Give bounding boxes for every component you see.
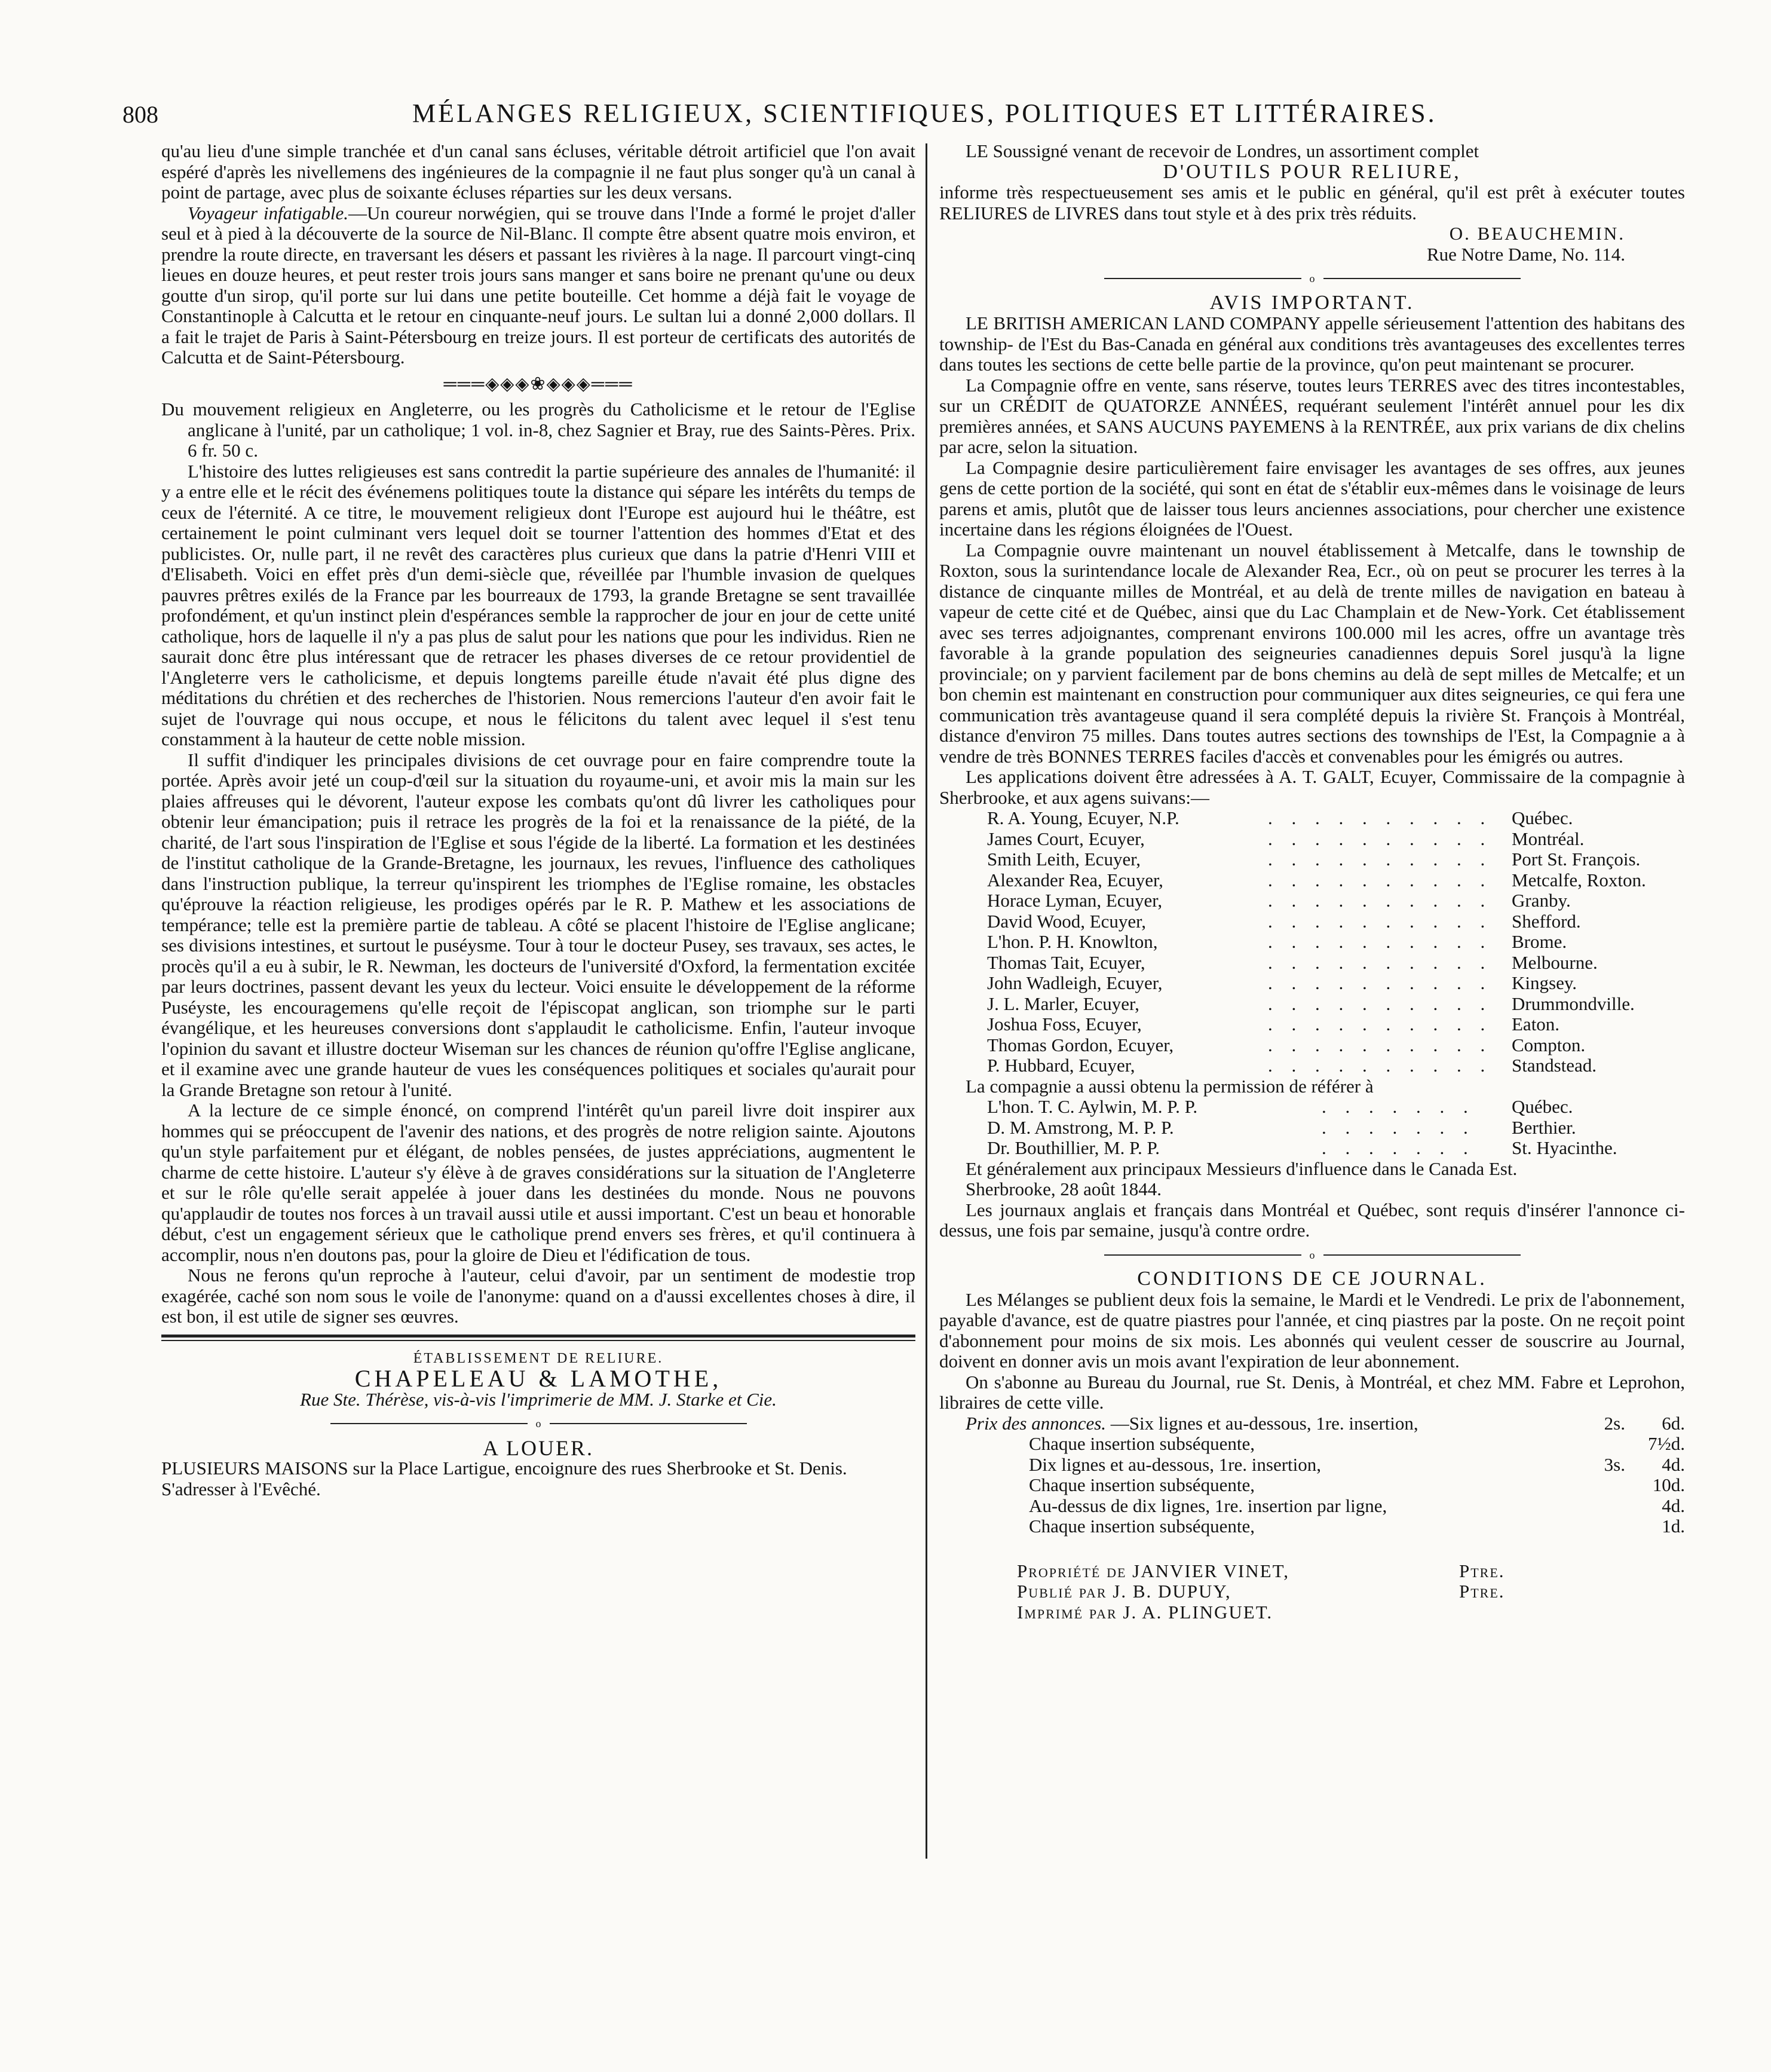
agent-place: Port St. François. (1512, 849, 1641, 870)
small-divider: o (161, 1413, 915, 1434)
price-pence: 10d. (1652, 1474, 1685, 1495)
agent-row: Alexander Rea, Ecuyer, . . . . . . . . . . Metcalfe, Roxton. (939, 870, 1685, 891)
agent-row: Thomas Gordon, Ecuyer, . . . . . . . . . . Compton. (939, 1035, 1685, 1056)
price-pence: 4d. (1662, 1495, 1685, 1516)
tools-heading: D'OUTILS POUR RELIURE, (1163, 160, 1461, 183)
reference-place: St. Hyacinthe. (1512, 1137, 1617, 1158)
agent-row: James Court, Ecuyer, . . . . . . . . . . Montréal. (939, 829, 1685, 850)
imprint-row (939, 1561, 1685, 1582)
price-pence: 1d. (1662, 1516, 1685, 1537)
price-label: Dix lignes et au-dessous, 1re. insertion, (1029, 1453, 1322, 1475)
price-shillings (1571, 1516, 1625, 1537)
price-row (939, 1434, 1685, 1455)
right-column (939, 141, 1685, 1623)
article-continuation: qu'au lieu d'une simple tranchée et d'un canal sans écluses, véritable détroit artificiel que l'on avait espéré d'après les nivellemens des ingénieures de la compagnie il ne faut plus songer qu'à un canal à point de partage, avec plus de soixante écluses réparties sur les deux versans. (161, 140, 915, 203)
review-paragraph-4: Nous ne ferons qu'un reproche à l'auteur, celui d'avoir, par un sentiment de modestie trop exagérée, caché son nom sous le voile de l'anonyme: quand on a d'aussi excellentes choses à dire, il est bon, il est utile de signer ses œuvres. (161, 1265, 915, 1327)
article-voyageur-title: Voyageur infatigable. (188, 202, 348, 224)
agent-name: David Wood, Ecuyer, (987, 910, 1147, 932)
bindery-address: Rue Ste. Thérèse, vis-à-vis l'imprimerie de MM. J. Starke et Cie. (300, 1388, 777, 1410)
notice-paragraph-6: Et généralement aux principaux Messieurs d'influence dans le Canada Est. (966, 1158, 1518, 1179)
agent-row: L'hon. P. H. Knowlton, . . . . . . . . . . Brome. (939, 932, 1685, 953)
imprint-title: Ptre. (1459, 1560, 1505, 1581)
price-label: —Six lignes et au-dessous, 1re. insertion, (1110, 1412, 1418, 1434)
agent-place: Eaton. (1512, 1014, 1560, 1035)
agent-row: Thomas Tait, Ecuyer, . . . . . . . . . . Melbourne. (939, 953, 1685, 974)
price-shillings: 3s. (1604, 1453, 1625, 1475)
agent-name: Alexander Rea, Ecuyer, (987, 869, 1163, 890)
agent-name: John Wadleigh, Ecuyer, (987, 972, 1163, 993)
rent-contact: S'adresser à l'Evêché. (161, 1478, 321, 1499)
imprint-credit: Imprimé par J. A. PLINGUET. (1017, 1601, 1273, 1623)
agent-row: John Wadleigh, Ecuyer, . . . . . . . . . . Kingsey. (939, 973, 1685, 994)
left-column (161, 141, 915, 1499)
imprint (939, 1561, 1685, 1623)
prices-label: Prix des annonces. (966, 1412, 1107, 1434)
notice-heading: AVIS IMPORTANT. (1209, 291, 1415, 314)
agent-row: P. Hubbard, Ecuyer, . . . . . . . . . . Standstead. (939, 1055, 1685, 1076)
price-label: Chaque insertion subséquente, (1029, 1474, 1255, 1495)
agent-place: Drummondville. (1512, 993, 1635, 1014)
imprint-row (939, 1602, 1685, 1623)
review-title: Du mouvement religieux en Angleterre, ou les progrès du Catholicisme et le retour de l'Eglise anglicane à l'unité, par un catholique; 1 vol. in-8, chez Sagnier et Bray, rue des Saints-Pères. Prix. 6 fr. 50 c. (161, 399, 915, 461)
tools-signature: O. BEAUCHEMIN. (1449, 223, 1625, 244)
agent-place: Granby. (1512, 890, 1571, 911)
agent-name: Joshua Foss, Ecuyer, (987, 1014, 1142, 1035)
reference-row: D. M. Amstrong, M. P. P. . . . . . . . Berthier. (939, 1118, 1685, 1138)
reference-name: D. M. Amstrong, M. P. P. (987, 1116, 1174, 1138)
price-label: Au-dessus de dix lignes, 1re. insertion par ligne, (1029, 1495, 1387, 1516)
article-voyageur (161, 203, 915, 368)
agent-place: Kingsey. (1512, 972, 1577, 993)
notice-paragraph-2: La Compagnie offre en vente, sans réserve, toutes leurs TERRES avec des titres incontestables, sur un CRÉDIT de QUATORZE ANNÉES, requérant seulement l'intérêt annuel pour les dix premières années, et SANS AUCUNS PAYEMENS à la RENTRÉE, aux prix varians de dix chelins par acre, selon la situation. (939, 374, 1685, 457)
ad-prices (939, 1413, 1685, 1537)
reference-row: Dr. Bouthillier, M. P. P. . . . . . . . St. Hyacinthe. (939, 1138, 1685, 1159)
agent-name: J. L. Marler, Ecuyer, (987, 993, 1139, 1014)
agent-place: Metcalfe, Roxton. (1512, 869, 1646, 890)
section-rule (161, 1335, 915, 1341)
agent-name: Smith Leith, Ecuyer, (987, 849, 1141, 870)
agent-place: Brome. (1512, 931, 1567, 952)
page-number: 808 (122, 101, 158, 128)
reference-row: L'hon. T. C. Aylwin, M. P. P. . . . . . . . Québec. (939, 1097, 1685, 1118)
conditions-paragraph-1: Les Mélanges se publient deux fois la semaine, le Mardi et le Vendredi. Le prix de l'abonnement, payable d'avance, est de quatre piastres pour l'année, et cinq piastres par la poste. On ne reçoit point d'abonnement pour moins de six mois. Les abonnés qui veulent cesser de souscrire au Journal, doivent en donner avis un mois avant l'expiration de leur abonnement. (939, 1289, 1685, 1372)
small-divider: o (939, 1245, 1685, 1266)
review-paragraph-2: Il suffit d'indiquer les principales divisions de cet ouvrage pour en faire comprendre toute la portée. Après avoir jeté un coup-d'œil sur la situation du royaume-uni, et avoir mis la main sur les plaies affreuses qui le dévorent, l'auteur expose les combats qu'ont dû livrer les catholiques pour obtenir leur émancipation; puis il retrace les progrès de la foi et la renaissance de la piété, de la charité, de l'art sous l'inspiration de l'Eglise et sous l'égide de la liberté. La formation et les destinées de l'institut catholique de la Grande-Bretagne, les journaux, les revues, l'influence des catholiques dans l'instruction publique, la terreur qu'inspirent les triomphes de l'Eglise romaine, les obstacles qu'éprouve la réaction religieuse, les prodiges opérés par le R. P. Mathew et les associations de tempérance; telle est la première partie de tableau. A côté se placent l'histoire de l'Eglise anglicane; ses divisions intestines, et surtout le puséysme. Tour à tour le docteur Pusey, ses travaux, ses actes, le procès qu'il a eu à subir, le R. Newman, les docteurs de l'université d'Oxford, la fermentation excitée par leurs doctrines, passent devant les yeux du lecteur. Voici ensuite le développement de la réforme Puséyste, les encouragemens qu'elle reçoit de l'épiscopat anglican, son triomphe sur le parti évangélique, et les heureuses conversions dont s'applaudit le catholicisme. Enfin, l'auteur invoque l'opinion du savant et illustre docteur Wiseman sur les chances de réunion qu'offre l'Eglise anglicane, et il examine avec une grande hauteur de vues les conséquences politiques et sociales qu'aurait pour la Grande Bretagne son retour à l'unité. (161, 749, 915, 1100)
agent-place: Shefford. (1512, 910, 1581, 932)
price-shillings (1571, 1475, 1625, 1496)
reference-place: Québec. (1512, 1096, 1573, 1117)
agent-name: L'hon. P. H. Knowlton, (987, 931, 1158, 952)
rent-heading: A LOUER. (483, 1436, 594, 1460)
price-shillings (1571, 1496, 1625, 1517)
reference-place: Berthier. (1512, 1116, 1576, 1138)
price-row (939, 1516, 1685, 1537)
notice-date: Sherbrooke, 28 août 1844. (966, 1179, 1162, 1199)
notice-paragraph-3: La Compagnie desire particulièrement faire envisager les avantages de ses offres, aux jeunes gens de cette portion de la société, qui sont en état de s'établir eux-mêmes dans le voisinage de leurs parens et amis, plutôt que de laisser tous leurs anciennes associations, pour chercher une existence incertaine dans les régions éloignées de l'Ouest. (939, 457, 1685, 540)
agent-name: James Court, Ecuyer, (987, 828, 1145, 849)
tools-body: informe très respectueusement ses amis et le public en général, qu'il est prêt à exécuter toutes RELIURES de LIVRES dans tout style et à des prix très réduits. (939, 182, 1685, 224)
imprint-credit: Propriété de JANVIER VINET, (1017, 1560, 1289, 1581)
bindery-heading: ÉTABLISSEMENT DE RELIURE. (413, 1350, 664, 1366)
agent-name: R. A. Young, Ecuyer, N.P. (987, 807, 1179, 828)
agent-place: Melbourne. (1512, 951, 1598, 973)
agent-name: Horace Lyman, Ecuyer, (987, 890, 1163, 911)
reference-name: L'hon. T. C. Aylwin, M. P. P. (987, 1096, 1198, 1117)
tools-intro: LE Soussigné venant de recevoir de Londres, un assortiment complet (966, 140, 1479, 161)
price-pence: 4d. (1662, 1453, 1685, 1475)
price-shillings (1571, 1434, 1625, 1455)
price-label: Chaque insertion subséquente, (1029, 1433, 1255, 1454)
price-pence: 6d. (1662, 1412, 1685, 1434)
agent-row: Smith Leith, Ecuyer, . . . . . . . . . . Port St. François. (939, 849, 1685, 870)
small-divider: o (939, 268, 1685, 289)
column-divider (926, 143, 927, 1859)
tools-address: Rue Notre Dame, No. 114. (1426, 243, 1625, 265)
review-paragraph-3: A la lecture de ce simple énoncé, on comprend l'intérêt qu'un pareil livre doit inspirer aux hommes qui se préoccupent de l'avenir des nations, et des progrès de notre religion sainte. Ajoutons qu'un style parfaitement pur et élégant, de nobles pensées, de justes appréciations, augmentent le charme de cette histoire. L'auteur s'y élève à de graves considérations sur la situation de l'Angleterre et sur le rôle qu'elle serait appelée à jouer dans les destinées du monde. Nous ne pouvons qu'applaudir de toutes nos forces à un travail aussi utile et aussi important. C'est un beau et honorable début, c'est un engagement sérieux que le catholique prend envers ses frères, et qu'il continuera à accomplir, nous n'en doutons pas, pour la gloire de Dieu et l'édification de tous. (161, 1100, 915, 1265)
agent-row: Horace Lyman, Ecuyer, . . . . . . . . . . Granby. (939, 890, 1685, 911)
agent-row: J. L. Marler, Ecuyer, . . . . . . . . . . Drummondville. (939, 994, 1685, 1015)
running-title: MÉLANGES RELIGIEUX, SCIENTIFIQUES, POLITIQUES ET LITTÉRAIRES. (412, 99, 1437, 128)
review-paragraph-1: L'histoire des luttes religieuses est sans contredit la partie supérieure des annales de l'humanité: il y a entre elle et le récit des événemens politiques toute la distance qui sépare les intérêts du temps de ceux de l'éternité. A ce titre, le mouvement religieux dont l'Europe est aujourd hui le théâtre, est certainement le point culminant vers lequel doit se tourner l'attention des hommes d'Etat et des publicistes. Or, nulle part, il ne revêt des caractères plus curieux que dans la patrie d'Henri VIII et d'Elisabeth. Voici en effet près d'un demi-siècle que, réveillée par l'humble invasion de quelques pauvres prêtres exilés de la France par les bourreaux de 1793, la grande Bretagne se sent travaillée profondément, et qu'un instinct plein d'espérances semble la rapprocher de jour en jour de cette unité catholique, hors de laquelle il n'y a pas plus de salut pour les nations que pour les individus. Rien ne saurait donc être plus intéressant que de retracer les phases diverses de ce retour providentiel de l'Angleterre vers le catholicisme, et depuis longtems pareille étude n'avait été plus digne des méditations du chrétien et des recherches de l'historien. Nous remercions l'auteur d'en avoir fait le sujet de l'ouvrage qui nous occupe, et nous le félicitons du talent avec lequel il s'est tenu constamment à la hauteur de cette noble mission. (161, 460, 915, 749)
agent-place: Montréal. (1512, 828, 1585, 849)
ornament-divider: ═══◈◈◈❀◈◈◈═══ (443, 374, 633, 394)
imprint-credit: Publié par J. B. DUPUY, (1017, 1581, 1231, 1602)
refer-intro: La compagnie a aussi obtenu la permission de référer à (966, 1075, 1374, 1097)
price-label: Chaque insertion subséquente, (1029, 1516, 1255, 1537)
price-row (939, 1413, 1685, 1434)
agent-place: Compton. (1512, 1034, 1586, 1055)
agent-name: P. Hubbard, Ecuyer, (987, 1055, 1135, 1076)
rent-notice: PLUSIEURS MAISONS sur la Place Lartigue, encoignure des rues Sherbrooke et St. Denis. (161, 1458, 847, 1479)
notice-paragraph-5: Les applications doivent être adressées à A. T. GALT, Ecuyer, Commissaire de la compagnie à Sherbrooke, et aux agens suivans:— (939, 766, 1685, 808)
price-row (939, 1455, 1685, 1476)
references-list (939, 1097, 1685, 1159)
conditions-heading: CONDITIONS DE CE JOURNAL. (1137, 1268, 1487, 1290)
price-row (939, 1496, 1685, 1517)
agent-name: Thomas Tait, Ecuyer, (987, 951, 1145, 973)
agent-row: David Wood, Ecuyer, . . . . . . . . . . Shefford. (939, 911, 1685, 932)
price-row (939, 1475, 1685, 1496)
price-shillings: 2s. (1604, 1412, 1625, 1434)
price-pence: 7½d. (1648, 1433, 1685, 1454)
agent-row: Joshua Foss, Ecuyer, . . . . . . . . . . Eaton. (939, 1014, 1685, 1035)
agent-place: Québec. (1512, 807, 1573, 828)
conditions-paragraph-2: On s'abonne au Bureau du Journal, rue St. Denis, à Montréal, et chez MM. Fabre et Leprohon, libraires de cette ville. (939, 1371, 1685, 1413)
notice-paragraph-4: La Compagnie ouvre maintenant un nouvel établissement à Metcalfe, dans le township de Roxton, sous la surintendance locale de Alexander Rea, Ecr., où on peut se procurer les terres à la distance de cinquante milles de Montréal, et au delà de trente milles de navigation en bateau à vapeur de cette cité et de Québec, ainsi que du Lac Champlain et de New-York. Cet établissement avec ses terres adjoignantes, comprenant environs 100.000 mil les acres, offre un avantage très favorable à la grande population des seigneuries canadiennes depuis Sorel jusqu'à la ligne provinciale; on y parvient facilement par de bons chemins au delà de sept milles de Metcalfe; et un bon chemin est maintenant en construction pour communiquer aux dites seigneuries, ce qui fera une communication très avantageuse quand il sera complété depuis la rivière St. François à Montréal, distance d'environ 75 milles. Dans toutes autres sections des townships de l'Est, la Compagnie a à vendre de très BONNES TERRES faciles d'accès et convenables pour les émigrés ou autres. (939, 539, 1685, 767)
article-voyageur-body: —Un coureur norwégien, qui se trouve dans l'Inde a formé le projet d'aller seul et à pied à la découverte de la source de Nil-Blanc. Il compte être absent quatre mois environ, et prendre la route directe, en traversant les désers et passant les rivières à la nage. Il parcourt vingt-cinq lieues en douze heures, et peut rester trois jours sans manger et sans boire ne prenant qu'une ou deux goutte d'un sirop, qu'il porte sur lui dans une petite bouteille. Cet homme a déjà fait le voyage de Constantinople à Calcutta et le retour en cinquante-neuf jours. Le sultan lui a donné 2,000 dollars. Il a fait le trajet de Paris à Saint-Pétersbourg en treize jours. Il est porteur de certificats des autorités de Calcutta et de Saint-Pétersbourg. (161, 202, 915, 368)
notice-paragraph-7: Les journaux anglais et français dans Montréal et Québec, sont requis d'insérer l'annonce ci-dessus, une fois par semaine, jusqu'à contre ordre. (939, 1199, 1685, 1241)
reference-name: Dr. Bouthillier, M. P. P. (987, 1137, 1160, 1158)
bindery-name: CHAPELEAU & LAMOTHE, (354, 1365, 722, 1392)
imprint-title: Ptre. (1459, 1581, 1505, 1602)
agent-row: R. A. Young, Ecuyer, N.P. . . . . . . . . . . Québec. (939, 808, 1685, 829)
notice-paragraph-1: LE BRITISH AMERICAN LAND COMPANY appelle sérieusement l'attention des habitans des township- de l'Est du Bas-Canada en général aux conditions très avantageuses des excellentes terres dans toutes les sections de cette belle partie de la province, qu'on peut maintenant se procurer. (939, 313, 1685, 375)
imprint-row (939, 1581, 1685, 1602)
agents-list (939, 808, 1685, 1076)
agent-place: Standstead. (1512, 1055, 1597, 1076)
agent-name: Thomas Gordon, Ecuyer, (987, 1034, 1174, 1055)
